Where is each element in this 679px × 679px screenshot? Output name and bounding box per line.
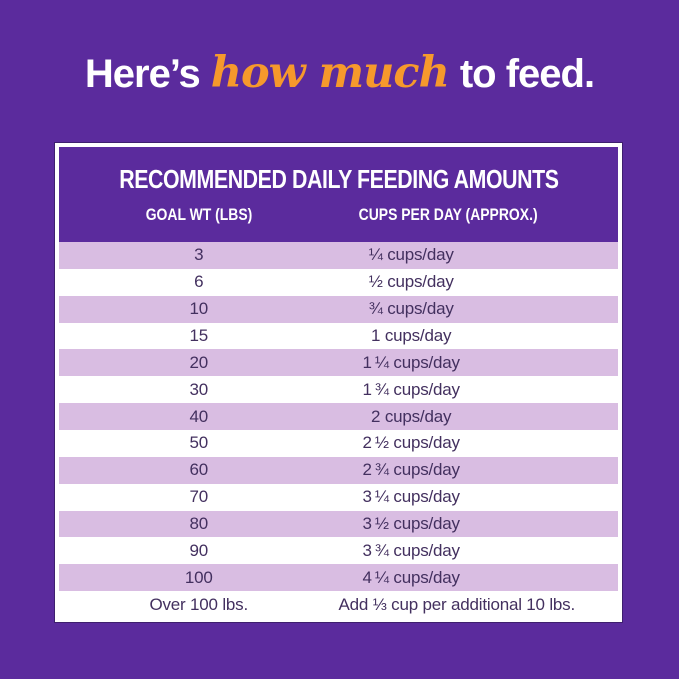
goal-weight-cell: Over 100 lbs. [149,594,248,614]
cups-per-day-cell: 1 ¼ cups/day [362,352,460,372]
goal-weight-cell: 90 [189,540,208,560]
column-headers-row [59,205,618,225]
cups-per-day-cell: 1 cups/day [371,326,452,345]
table-row [59,430,618,457]
column-header-goal-wt: GOAL WT (LBS) [145,205,253,224]
page-title-part2: to feed. [459,52,595,96]
goal-weight-cell: 30 [189,379,208,399]
cups-per-day-cell: 3 ¼ cups/day [362,487,460,507]
cups-per-day-cell: ½ cups/day [368,272,454,292]
cups-per-day-cell: 2 ¾ cups/day [362,460,460,480]
page-title-highlight: how much [210,48,449,98]
table-row [59,403,618,430]
table-row [59,457,618,484]
cups-per-day-cell: 3 ¾ cups/day [362,540,460,560]
goal-weight-cell: 3 [194,245,204,265]
cups-per-day-cell: ¼ cups/day [368,245,454,265]
feeding-table-card [55,143,622,622]
goal-weight-cell: 100 [184,567,213,587]
cups-per-day-cell: 1 ¾ cups/day [362,379,460,399]
goal-weight-cell: 15 [189,326,208,345]
table-title [59,164,618,195]
cups-per-day-cell: Add ⅓ cup per additional 10 lbs. [338,594,575,614]
goal-weight-cell: 20 [189,352,208,372]
cups-per-day-cell: 4 ¼ cups/day [362,567,460,587]
page-title-part1: Here’s [84,52,200,96]
cups-per-day-cell: 3 ½ cups/day [362,514,460,534]
table-row [59,296,618,323]
cups-per-day-cell: 2 ½ cups/day [362,433,460,453]
table-row [59,269,618,296]
feeding-rows [59,242,618,618]
goal-weight-cell: 60 [189,460,208,480]
table-row [59,484,618,511]
goal-weight-cell: 6 [194,272,204,292]
table-row [59,564,618,591]
goal-weight-cell: 70 [189,487,208,507]
goal-weight-cell: 50 [189,433,208,453]
table-row [59,376,618,403]
table-title-text: RECOMMENDED DAILY FEEDING AMOUNTS [118,164,559,194]
table-row [59,591,618,618]
goal-weight-cell: 40 [189,406,208,426]
page-title [0,48,679,98]
table-row [59,242,618,269]
table-row [59,537,618,564]
feeding-table-header [59,147,618,242]
table-row [59,349,618,376]
table-row [59,323,618,350]
table-row [59,511,618,538]
goal-weight-cell: 80 [189,514,208,534]
cups-per-day-cell: 2 cups/day [371,406,452,426]
goal-weight-cell: 10 [189,299,208,319]
cups-per-day-cell: ¾ cups/day [368,299,454,319]
column-header-cups: CUPS PER DAY (APPROX.) [358,205,538,224]
